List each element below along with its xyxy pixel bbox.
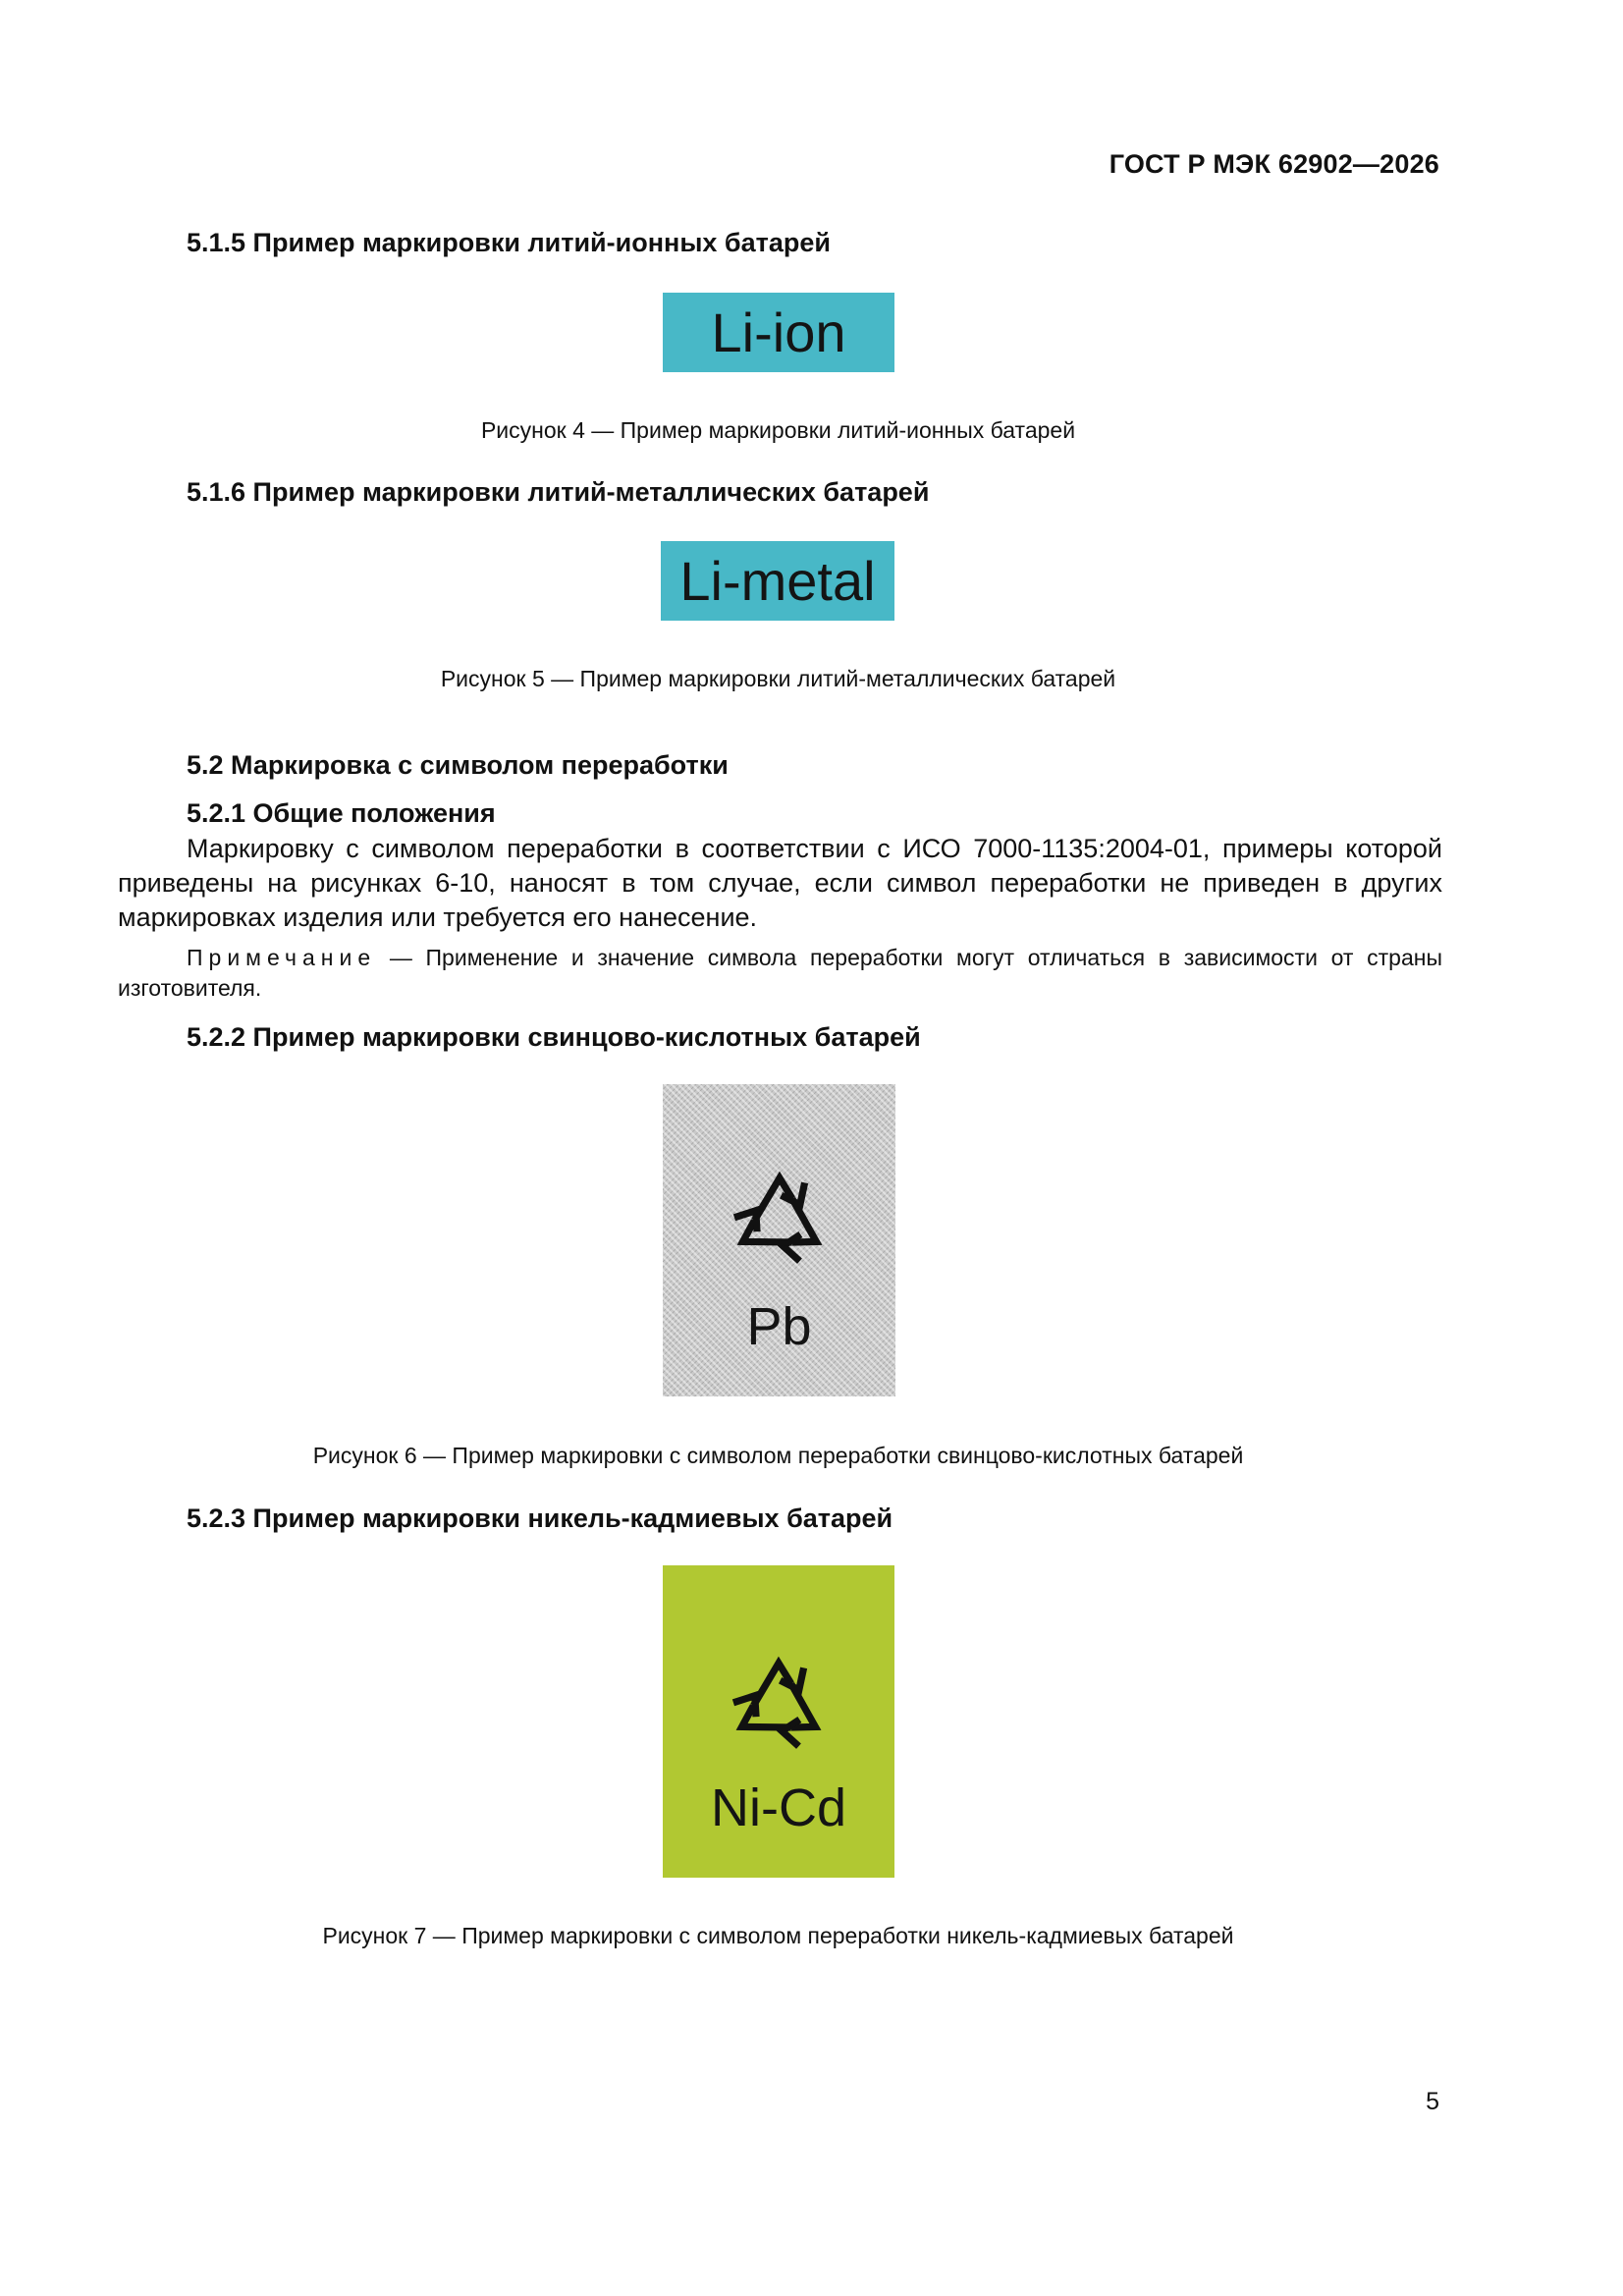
figure-5-caption: Рисунок 5 — Пример маркировки литий-металлических батарей [440, 666, 1116, 691]
li-ion-label: Li-ion [711, 301, 846, 363]
pb-recycling-marking [663, 1084, 895, 1396]
general-provisions-paragraph: Маркировку с символом переработки в соответствии с ИСО 7000-1135:2004-01, примеры которой приведены на рисунках 6-10, наносят в том случае, если символ переработки не приведен в других маркировках изделия или требуется его нанесение. [118, 834, 1442, 932]
figure-6-caption: Рисунок 6 — Пример маркировки с символом переработки свинцово-кислотных батарей [312, 1443, 1244, 1468]
li-metal-marking [661, 541, 894, 621]
section-heading-5-2: 5.2 Маркировка с символом переработки [187, 750, 729, 780]
note-text: — Применение и значение символа переработки могут отличаться в зависимости от страны изготовителя. [118, 945, 1442, 1001]
section-heading-5-1-6: 5.1.6 Пример маркировки литий-металлических батарей [187, 477, 930, 507]
section-heading-5-2-2: 5.2.2 Пример маркировки свинцово-кислотных батарей [187, 1022, 921, 1052]
page-number: 5 [1426, 2088, 1439, 2115]
section-heading-5-1-5: 5.1.5 Пример маркировки литий-ионных батарей [187, 228, 831, 257]
note [118, 943, 1442, 1004]
section-heading-5-2-1: 5.2.1 Общие положения [187, 798, 496, 828]
ni-cd-label: Ni-Cd [710, 1778, 846, 1837]
figure-7-caption: Рисунок 7 — Пример маркировки с символом переработки никель-кадмиевых батарей [322, 1923, 1234, 1948]
ni-cd-recycling-marking [663, 1565, 894, 1878]
pb-label: Pb [746, 1297, 812, 1356]
note-label: Примечание [187, 945, 377, 970]
li-ion-marking [663, 293, 894, 372]
figure-4-caption: Рисунок 4 — Пример маркировки литий-ионных батарей [480, 417, 1076, 443]
li-metal-label: Li-metal [679, 550, 876, 612]
recycle-icon [699, 1129, 860, 1286]
recycle-icon [698, 1614, 859, 1772]
standard-header: ГОСТ Р МЭК 62902—2026 [1109, 149, 1439, 179]
section-heading-5-2-3: 5.2.3 Пример маркировки никель-кадмиевых батарей [187, 1503, 893, 1533]
